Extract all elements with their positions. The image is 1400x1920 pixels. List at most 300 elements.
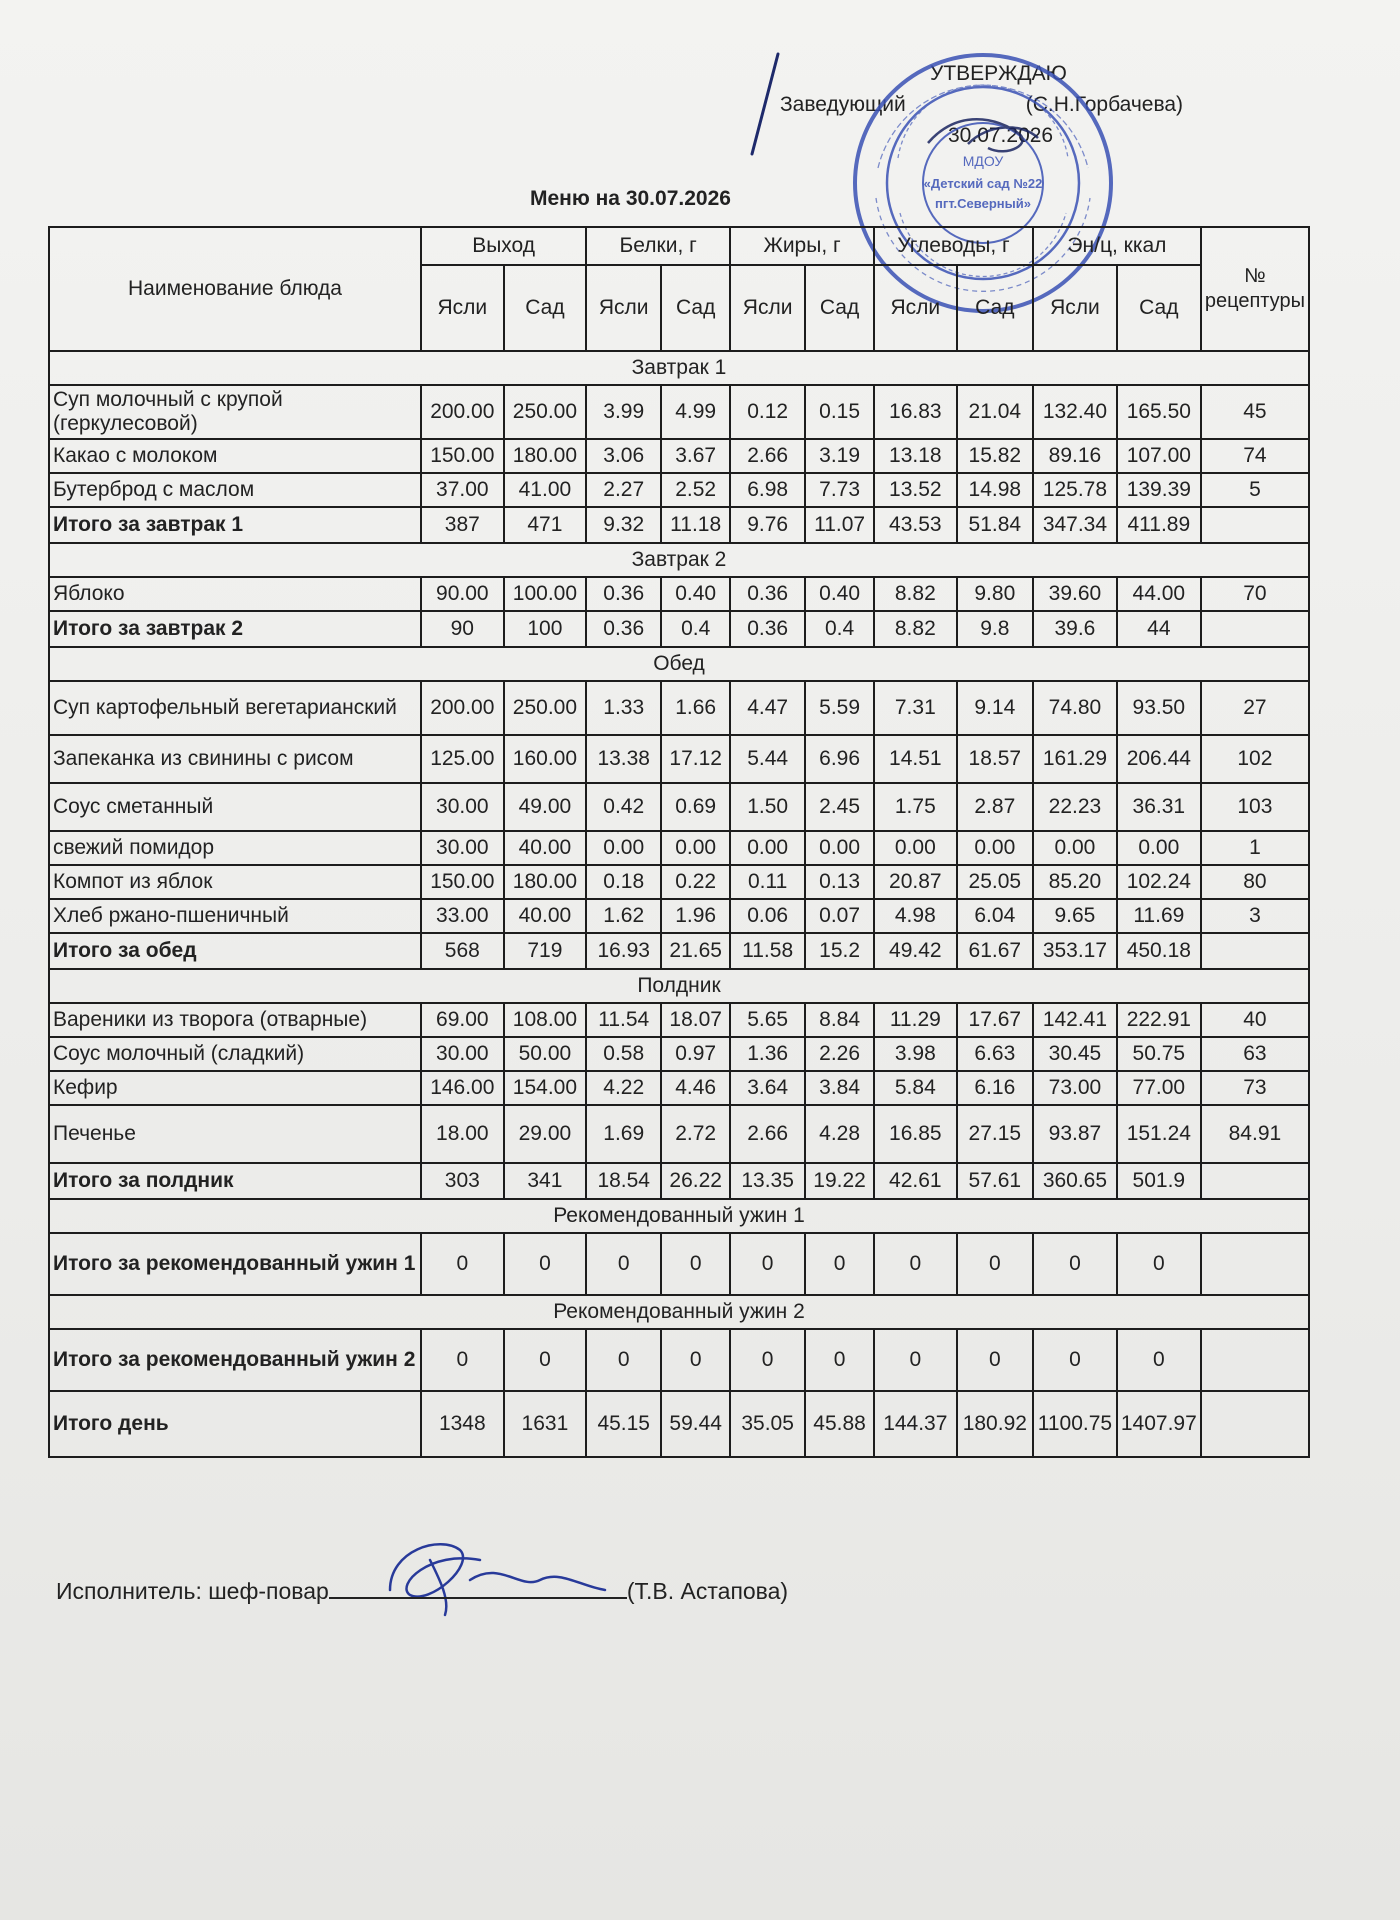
value-cell: 6.04	[957, 899, 1033, 933]
value-cell: 1.50	[730, 783, 805, 831]
dish-name: Запеканка из свинины с рисом	[49, 735, 421, 783]
value-cell: 150.00	[421, 865, 504, 899]
value-cell: 0	[805, 1233, 874, 1295]
stamp-line-1: МДОУ	[962, 153, 1004, 169]
value-cell: 13.18	[874, 439, 957, 473]
value-cell: 0	[957, 1233, 1033, 1295]
table-row	[49, 385, 1309, 439]
value-cell: 1.33	[586, 681, 661, 735]
value-cell: 719	[504, 933, 587, 969]
recipe-cell	[1201, 611, 1309, 647]
value-cell: 18.57	[957, 735, 1033, 783]
executor-label: Исполнитель: шеф-повар	[56, 1578, 329, 1604]
value-cell: 161.29	[1033, 735, 1117, 783]
value-cell: 14.98	[957, 473, 1033, 507]
value-cell: 100.00	[504, 577, 587, 611]
value-cell: 125.78	[1033, 473, 1117, 507]
approval-position: Заведующий	[780, 93, 906, 116]
total-label: Итого за полдник	[49, 1163, 421, 1199]
value-cell: 0.00	[957, 831, 1033, 865]
value-cell: 0	[504, 1329, 587, 1391]
value-cell: 69.00	[421, 1003, 504, 1037]
value-cell: 108.00	[504, 1003, 587, 1037]
value-cell: 3.84	[805, 1071, 874, 1105]
value-cell: 1407.97	[1117, 1391, 1201, 1457]
value-cell: 50.75	[1117, 1037, 1201, 1071]
value-cell: 0	[1117, 1233, 1201, 1295]
dish-name: Соус сметанный	[49, 783, 421, 831]
section-row	[49, 351, 1309, 385]
value-cell: 0.36	[730, 611, 805, 647]
chef-signature	[370, 1520, 610, 1630]
recipe-cell: 70	[1201, 577, 1309, 611]
value-cell: 100	[504, 611, 587, 647]
section-row	[49, 543, 1309, 577]
recipe-cell	[1201, 1391, 1309, 1457]
value-cell: 2.66	[730, 1105, 805, 1163]
dish-name: свежий помидор	[49, 831, 421, 865]
value-cell: 8.82	[874, 577, 957, 611]
recipe-cell: 73	[1201, 1071, 1309, 1105]
value-cell: 85.20	[1033, 865, 1117, 899]
value-cell: 250.00	[504, 385, 587, 439]
section-row	[49, 647, 1309, 681]
table-row	[49, 899, 1309, 933]
value-cell: 89.16	[1033, 439, 1117, 473]
value-cell: 150.00	[421, 439, 504, 473]
value-cell: 4.22	[586, 1071, 661, 1105]
value-cell: 0.69	[661, 783, 730, 831]
value-cell: 1.66	[661, 681, 730, 735]
header-dish-name: Наименование блюда	[49, 227, 421, 351]
value-cell: 0.4	[805, 611, 874, 647]
value-cell: 27.15	[957, 1105, 1033, 1163]
value-cell: 93.50	[1117, 681, 1201, 735]
value-cell: 2.27	[586, 473, 661, 507]
value-cell: 0.00	[1117, 831, 1201, 865]
value-cell: 222.91	[1117, 1003, 1201, 1037]
value-cell: 2.45	[805, 783, 874, 831]
total-row	[49, 933, 1309, 969]
dish-name: Соус молочный (сладкий)	[49, 1037, 421, 1071]
recipe-cell: 40	[1201, 1003, 1309, 1037]
header-proteins: Белки, г	[586, 227, 730, 265]
recipe-cell: 1	[1201, 831, 1309, 865]
value-cell: 0.00	[661, 831, 730, 865]
executor-name: (Т.В. Астапова)	[626, 1578, 789, 1604]
value-cell: 303	[421, 1163, 504, 1199]
section-row	[49, 1199, 1309, 1233]
value-cell: 568	[421, 933, 504, 969]
total-row	[49, 1329, 1309, 1391]
value-cell: 9.8	[957, 611, 1033, 647]
value-cell: 73.00	[1033, 1071, 1117, 1105]
value-cell: 5.84	[874, 1071, 957, 1105]
dish-name: Печенье	[49, 1105, 421, 1163]
value-cell: 0.36	[586, 611, 661, 647]
value-cell: 30.00	[421, 831, 504, 865]
value-cell: 0	[586, 1233, 661, 1295]
subheader-yasli: Ясли	[1033, 265, 1117, 351]
value-cell: 1.96	[661, 899, 730, 933]
value-cell: 11.07	[805, 507, 874, 543]
value-cell: 7.31	[874, 681, 957, 735]
value-cell: 16.85	[874, 1105, 957, 1163]
value-cell: 0.00	[1033, 831, 1117, 865]
value-cell: 61.67	[957, 933, 1033, 969]
value-cell: 11.29	[874, 1003, 957, 1037]
section-row	[49, 969, 1309, 1003]
value-cell: 11.18	[661, 507, 730, 543]
value-cell: 9.80	[957, 577, 1033, 611]
value-cell: 37.00	[421, 473, 504, 507]
value-cell: 0.06	[730, 899, 805, 933]
value-cell: 8.84	[805, 1003, 874, 1037]
value-cell: 0.00	[586, 831, 661, 865]
value-cell: 107.00	[1117, 439, 1201, 473]
value-cell: 3.98	[874, 1037, 957, 1071]
value-cell: 11.58	[730, 933, 805, 969]
value-cell: 51.84	[957, 507, 1033, 543]
value-cell: 22.23	[1033, 783, 1117, 831]
total-row	[49, 1163, 1309, 1199]
dish-name: Кефир	[49, 1071, 421, 1105]
value-cell: 0	[421, 1329, 504, 1391]
value-cell: 180.00	[504, 865, 587, 899]
dish-name: Компот из яблок	[49, 865, 421, 899]
recipe-cell: 27	[1201, 681, 1309, 735]
value-cell: 0	[1117, 1329, 1201, 1391]
value-cell: 8.82	[874, 611, 957, 647]
total-label: Итого за завтрак 2	[49, 611, 421, 647]
value-cell: 90	[421, 611, 504, 647]
table-row	[49, 681, 1309, 735]
value-cell: 40.00	[504, 831, 587, 865]
value-cell: 0.18	[586, 865, 661, 899]
value-cell: 0	[805, 1329, 874, 1391]
total-label: Итого за обед	[49, 933, 421, 969]
menu-table	[48, 226, 1310, 1458]
value-cell: 0	[586, 1329, 661, 1391]
stamp-line-3: пгт.Северный»	[935, 196, 1031, 211]
recipe-cell	[1201, 1329, 1309, 1391]
value-cell: 18.54	[586, 1163, 661, 1199]
value-cell: 59.44	[661, 1391, 730, 1457]
value-cell: 180.00	[504, 439, 587, 473]
value-cell: 146.00	[421, 1071, 504, 1105]
header-fats: Жиры, г	[730, 227, 874, 265]
total-label: Итого за рекомендованный ужин 2	[49, 1329, 421, 1391]
value-cell: 5.65	[730, 1003, 805, 1037]
table-row	[49, 831, 1309, 865]
value-cell: 3.64	[730, 1071, 805, 1105]
total-row	[49, 507, 1309, 543]
value-cell: 16.83	[874, 385, 957, 439]
subheader-sad: Сад	[957, 265, 1033, 351]
recipe-cell: 84.91	[1201, 1105, 1309, 1163]
value-cell: 18.07	[661, 1003, 730, 1037]
value-cell: 411.89	[1117, 507, 1201, 543]
value-cell: 450.18	[1117, 933, 1201, 969]
value-cell: 30.00	[421, 1037, 504, 1071]
subheader-sad: Сад	[1117, 265, 1201, 351]
value-cell: 0.00	[730, 831, 805, 865]
value-cell: 3.06	[586, 439, 661, 473]
dish-name: Какао с молоком	[49, 439, 421, 473]
value-cell: 50.00	[504, 1037, 587, 1071]
value-cell: 360.65	[1033, 1163, 1117, 1199]
subheader-sad: Сад	[661, 265, 730, 351]
value-cell: 25.05	[957, 865, 1033, 899]
value-cell: 16.93	[586, 933, 661, 969]
value-cell: 1.69	[586, 1105, 661, 1163]
value-cell: 14.51	[874, 735, 957, 783]
total-row	[49, 1391, 1309, 1457]
value-cell: 2.66	[730, 439, 805, 473]
value-cell: 0	[1033, 1233, 1117, 1295]
stamp-line-2: «Детский сад №22	[923, 176, 1043, 191]
table-row	[49, 439, 1309, 473]
value-cell: 0.36	[730, 577, 805, 611]
value-cell: 1348	[421, 1391, 504, 1457]
dish-name: Вареники из творога (отварные)	[49, 1003, 421, 1037]
header-carbs: Углеводы, г	[874, 227, 1033, 265]
value-cell: 90.00	[421, 577, 504, 611]
value-cell: 20.87	[874, 865, 957, 899]
subheader-yasli: Ясли	[874, 265, 957, 351]
value-cell: 40.00	[504, 899, 587, 933]
value-cell: 0	[504, 1233, 587, 1295]
dish-name: Суп молочный с крупой (геркулесовой)	[49, 385, 421, 439]
value-cell: 77.00	[1117, 1071, 1201, 1105]
value-cell: 18.00	[421, 1105, 504, 1163]
recipe-cell: 102	[1201, 735, 1309, 783]
approval-title: УТВЕРЖДАЮ	[930, 62, 1067, 85]
value-cell: 6.96	[805, 735, 874, 783]
section-title: Рекомендованный ужин 2	[49, 1295, 1309, 1329]
menu-title: Меню на 30.07.2026	[530, 187, 731, 210]
value-cell: 1100.75	[1033, 1391, 1117, 1457]
value-cell: 0.42	[586, 783, 661, 831]
recipe-cell: 103	[1201, 783, 1309, 831]
value-cell: 6.16	[957, 1071, 1033, 1105]
recipe-cell	[1201, 507, 1309, 543]
value-cell: 57.61	[957, 1163, 1033, 1199]
dish-name: Яблоко	[49, 577, 421, 611]
value-cell: 3.99	[586, 385, 661, 439]
value-cell: 139.39	[1117, 473, 1201, 507]
section-title: Завтрак 1	[49, 351, 1309, 385]
section-title: Завтрак 2	[49, 543, 1309, 577]
value-cell: 49.00	[504, 783, 587, 831]
section-row	[49, 1295, 1309, 1329]
value-cell: 5.59	[805, 681, 874, 735]
value-cell: 2.87	[957, 783, 1033, 831]
value-cell: 17.12	[661, 735, 730, 783]
section-title: Обед	[49, 647, 1309, 681]
value-cell: 4.99	[661, 385, 730, 439]
recipe-cell: 3	[1201, 899, 1309, 933]
value-cell: 0.22	[661, 865, 730, 899]
table-row	[49, 577, 1309, 611]
value-cell: 0	[421, 1233, 504, 1295]
value-cell: 35.05	[730, 1391, 805, 1457]
value-cell: 0.40	[805, 577, 874, 611]
value-cell: 4.47	[730, 681, 805, 735]
value-cell: 180.92	[957, 1391, 1033, 1457]
section-title: Полдник	[49, 969, 1309, 1003]
value-cell: 3.67	[661, 439, 730, 473]
value-cell: 206.44	[1117, 735, 1201, 783]
value-cell: 151.24	[1117, 1105, 1201, 1163]
recipe-cell	[1201, 1163, 1309, 1199]
value-cell: 4.98	[874, 899, 957, 933]
value-cell: 11.69	[1117, 899, 1201, 933]
value-cell: 33.00	[421, 899, 504, 933]
value-cell: 2.72	[661, 1105, 730, 1163]
recipe-cell	[1201, 1233, 1309, 1295]
value-cell: 0.15	[805, 385, 874, 439]
total-label: Итого день	[49, 1391, 421, 1457]
value-cell: 0.58	[586, 1037, 661, 1071]
value-cell: 341	[504, 1163, 587, 1199]
table-row	[49, 865, 1309, 899]
value-cell: 0.4	[661, 611, 730, 647]
recipe-cell: 63	[1201, 1037, 1309, 1071]
value-cell: 0.11	[730, 865, 805, 899]
value-cell: 4.28	[805, 1105, 874, 1163]
value-cell: 49.42	[874, 933, 957, 969]
value-cell: 0.07	[805, 899, 874, 933]
value-cell: 9.14	[957, 681, 1033, 735]
total-row	[49, 611, 1309, 647]
header-energy: Эн/ц, ккал	[1033, 227, 1201, 265]
value-cell: 26.22	[661, 1163, 730, 1199]
value-cell: 0	[730, 1329, 805, 1391]
value-cell: 1.62	[586, 899, 661, 933]
value-cell: 93.87	[1033, 1105, 1117, 1163]
value-cell: 353.17	[1033, 933, 1117, 969]
value-cell: 41.00	[504, 473, 587, 507]
dish-name: Суп картофельный вегетарианский	[49, 681, 421, 735]
subheader-sad: Сад	[805, 265, 874, 351]
table-row	[49, 1105, 1309, 1163]
subheader-yasli: Ясли	[421, 265, 504, 351]
value-cell: 3.19	[805, 439, 874, 473]
value-cell: 0	[1033, 1329, 1117, 1391]
table-row	[49, 1003, 1309, 1037]
total-row	[49, 1233, 1309, 1295]
value-cell: 13.52	[874, 473, 957, 507]
value-cell: 125.00	[421, 735, 504, 783]
approval-date: 30.07.2026	[948, 124, 1054, 147]
value-cell: 0	[661, 1233, 730, 1295]
value-cell: 165.50	[1117, 385, 1201, 439]
value-cell: 39.60	[1033, 577, 1117, 611]
value-cell: 144.37	[874, 1391, 957, 1457]
subheader-yasli: Ясли	[586, 265, 661, 351]
value-cell: 160.00	[504, 735, 587, 783]
value-cell: 250.00	[504, 681, 587, 735]
header-output: Выход	[421, 227, 586, 265]
value-cell: 387	[421, 507, 504, 543]
table-row	[49, 735, 1309, 783]
table-row	[49, 1071, 1309, 1105]
value-cell: 43.53	[874, 507, 957, 543]
value-cell: 142.41	[1033, 1003, 1117, 1037]
value-cell: 30.00	[421, 783, 504, 831]
dish-name: Хлеб ржано-пшеничный	[49, 899, 421, 933]
value-cell: 0	[730, 1233, 805, 1295]
value-cell: 2.26	[805, 1037, 874, 1071]
value-cell: 36.31	[1117, 783, 1201, 831]
value-cell: 9.65	[1033, 899, 1117, 933]
value-cell: 0.00	[874, 831, 957, 865]
value-cell: 17.67	[957, 1003, 1033, 1037]
total-label: Итого за завтрак 1	[49, 507, 421, 543]
value-cell: 0	[661, 1329, 730, 1391]
value-cell: 0.36	[586, 577, 661, 611]
value-cell: 42.61	[874, 1163, 957, 1199]
value-cell: 39.6	[1033, 611, 1117, 647]
value-cell: 132.40	[1033, 385, 1117, 439]
value-cell: 6.98	[730, 473, 805, 507]
value-cell: 0	[957, 1329, 1033, 1391]
value-cell: 0	[874, 1329, 957, 1391]
value-cell: 9.32	[586, 507, 661, 543]
value-cell: 19.22	[805, 1163, 874, 1199]
value-cell: 11.54	[586, 1003, 661, 1037]
recipe-cell: 5	[1201, 473, 1309, 507]
value-cell: 0.00	[805, 831, 874, 865]
dish-name: Бутерброд с маслом	[49, 473, 421, 507]
total-label: Итого за рекомендованный ужин 1	[49, 1233, 421, 1295]
value-cell: 4.46	[661, 1071, 730, 1105]
value-cell: 21.04	[957, 385, 1033, 439]
header-recipe-number: № рецептуры	[1201, 227, 1309, 351]
value-cell: 0.97	[661, 1037, 730, 1071]
value-cell: 15.2	[805, 933, 874, 969]
value-cell: 44.00	[1117, 577, 1201, 611]
value-cell: 1.75	[874, 783, 957, 831]
value-cell: 1631	[504, 1391, 587, 1457]
value-cell: 7.73	[805, 473, 874, 507]
subheader-sad: Сад	[504, 265, 587, 351]
value-cell: 0.12	[730, 385, 805, 439]
value-cell: 44	[1117, 611, 1201, 647]
section-title: Рекомендованный ужин 1	[49, 1199, 1309, 1233]
value-cell: 0	[874, 1233, 957, 1295]
value-cell: 347.34	[1033, 507, 1117, 543]
table-row	[49, 1037, 1309, 1071]
subheader-yasli: Ясли	[730, 265, 805, 351]
value-cell: 200.00	[421, 681, 504, 735]
value-cell: 200.00	[421, 385, 504, 439]
value-cell: 9.76	[730, 507, 805, 543]
value-cell: 13.35	[730, 1163, 805, 1199]
value-cell: 102.24	[1117, 865, 1201, 899]
recipe-cell	[1201, 933, 1309, 969]
value-cell: 471	[504, 507, 587, 543]
value-cell: 21.65	[661, 933, 730, 969]
recipe-cell: 80	[1201, 865, 1309, 899]
value-cell: 15.82	[957, 439, 1033, 473]
executor-line	[56, 1578, 788, 1605]
value-cell: 13.38	[586, 735, 661, 783]
value-cell: 29.00	[504, 1105, 587, 1163]
value-cell: 30.45	[1033, 1037, 1117, 1071]
value-cell: 45.15	[586, 1391, 661, 1457]
